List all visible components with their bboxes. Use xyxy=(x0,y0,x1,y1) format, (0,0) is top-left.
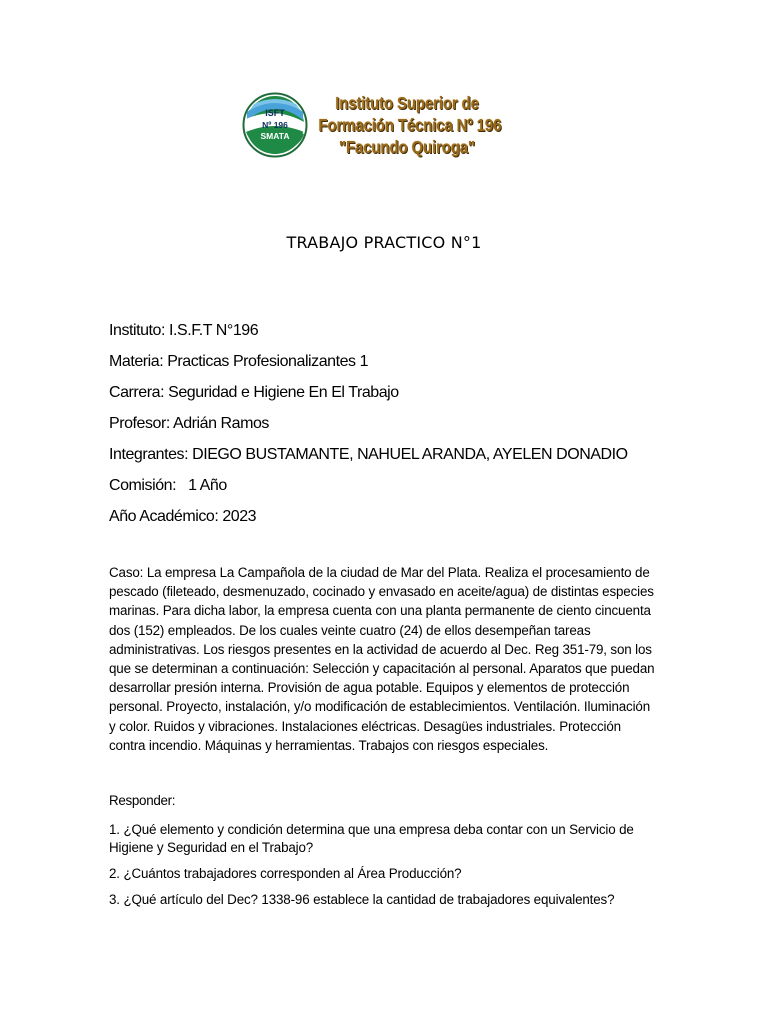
info-label: Instituto: xyxy=(109,322,165,339)
info-row-anio-academico xyxy=(109,507,709,538)
info-value: 1 Año xyxy=(180,477,227,494)
question-number: 1. xyxy=(109,822,120,837)
institution-logo xyxy=(242,90,512,162)
case-label: Caso: xyxy=(109,565,144,580)
institution-seal-icon xyxy=(242,92,308,158)
info-row-profesor xyxy=(109,414,709,445)
seal-line-1: ISFT xyxy=(265,108,285,118)
info-row-instituto xyxy=(109,321,709,352)
case-text: La empresa La Campañola de la ciudad de Mar del Plata. Realiza el procesamiento de pescado (fileteado, desmenuzado, cocinado y envasado en aceite/agua) de distintas especies marinas. Para dicha labor, la empresa cuenta con una planta permanente de ciento cincuenta dos (152) empleados. De los cuales veinte cuatro (24) de ellos desempeñan tareas administrativas. Los riesgos presentes en la actividad de acuerdo al Dec. Reg 351-79, son los que se determinan a continuación: Selección y capacitación al personal. Aparatos que puedan desarrollar presión interna. Provisión de agua potable. Equipos y elementos de protección personal. Proyecto, instalación, y/o modificación de establecimientos. Ventilación. Iluminación y color. Ruidos y vibraciones. Instalaciones eléctricas. Desagües industriales. Protección contra incendio. Máquinas y herramientas. Trabajos con riesgos especiales. xyxy=(109,565,655,753)
question-number: 2. xyxy=(109,866,120,881)
responder-heading: Responder: xyxy=(109,793,176,808)
question-item xyxy=(109,821,649,857)
info-value: Seguridad e Higiene En El Trabajo xyxy=(168,384,399,401)
info-value: Adrián Ramos xyxy=(173,415,269,432)
institution-name-line: "Facundo Quiroga" xyxy=(339,137,475,157)
seal-line-2: Nº 196 xyxy=(262,120,288,130)
info-block xyxy=(109,321,709,538)
info-label: Comisión: xyxy=(109,477,177,494)
seal-line-3: SMATA xyxy=(260,131,290,141)
info-label: Carrera: xyxy=(109,384,165,401)
document-title: TRABAJO PRACTICO N°1 xyxy=(286,233,482,252)
question-text: ¿Qué elemento y condición determina que una empresa deba contar con un Servicio de Higiene y Seguridad en el Trabajo? xyxy=(109,822,634,855)
info-label: Año Académico: xyxy=(109,508,219,525)
info-value: Practicas Profesionalizantes 1 xyxy=(167,353,369,370)
info-value: I.S.F.T N°196 xyxy=(168,322,259,339)
info-value: 2023 xyxy=(222,508,257,525)
institution-name xyxy=(318,92,502,158)
institution-name-line: Instituto Superior de xyxy=(335,93,479,113)
info-row-carrera xyxy=(109,383,709,414)
question-text: ¿Qué artículo del Dec? 1338-96 establece la cantidad de trabajadores equivalentes? xyxy=(123,892,615,907)
institution-name-line: Formación Técnica Nº 196 xyxy=(318,115,502,135)
question-text: ¿Cuántos trabajadores corresponden al Área Producción? xyxy=(123,866,462,881)
question-item xyxy=(109,891,649,909)
info-label: Materia: xyxy=(109,353,164,370)
info-label: Integrantes: xyxy=(109,446,189,463)
case-paragraph xyxy=(109,563,657,755)
questions-list xyxy=(109,821,649,917)
info-row-materia xyxy=(109,352,709,383)
question-item xyxy=(109,865,649,883)
info-row-integrantes xyxy=(109,445,709,476)
question-number: 3. xyxy=(109,892,120,907)
info-row-comision xyxy=(109,476,709,507)
info-value: DIEGO BUSTAMANTE, NAHUEL ARANDA, AYELEN DONADIO xyxy=(192,446,628,463)
info-label: Profesor: xyxy=(109,415,170,432)
